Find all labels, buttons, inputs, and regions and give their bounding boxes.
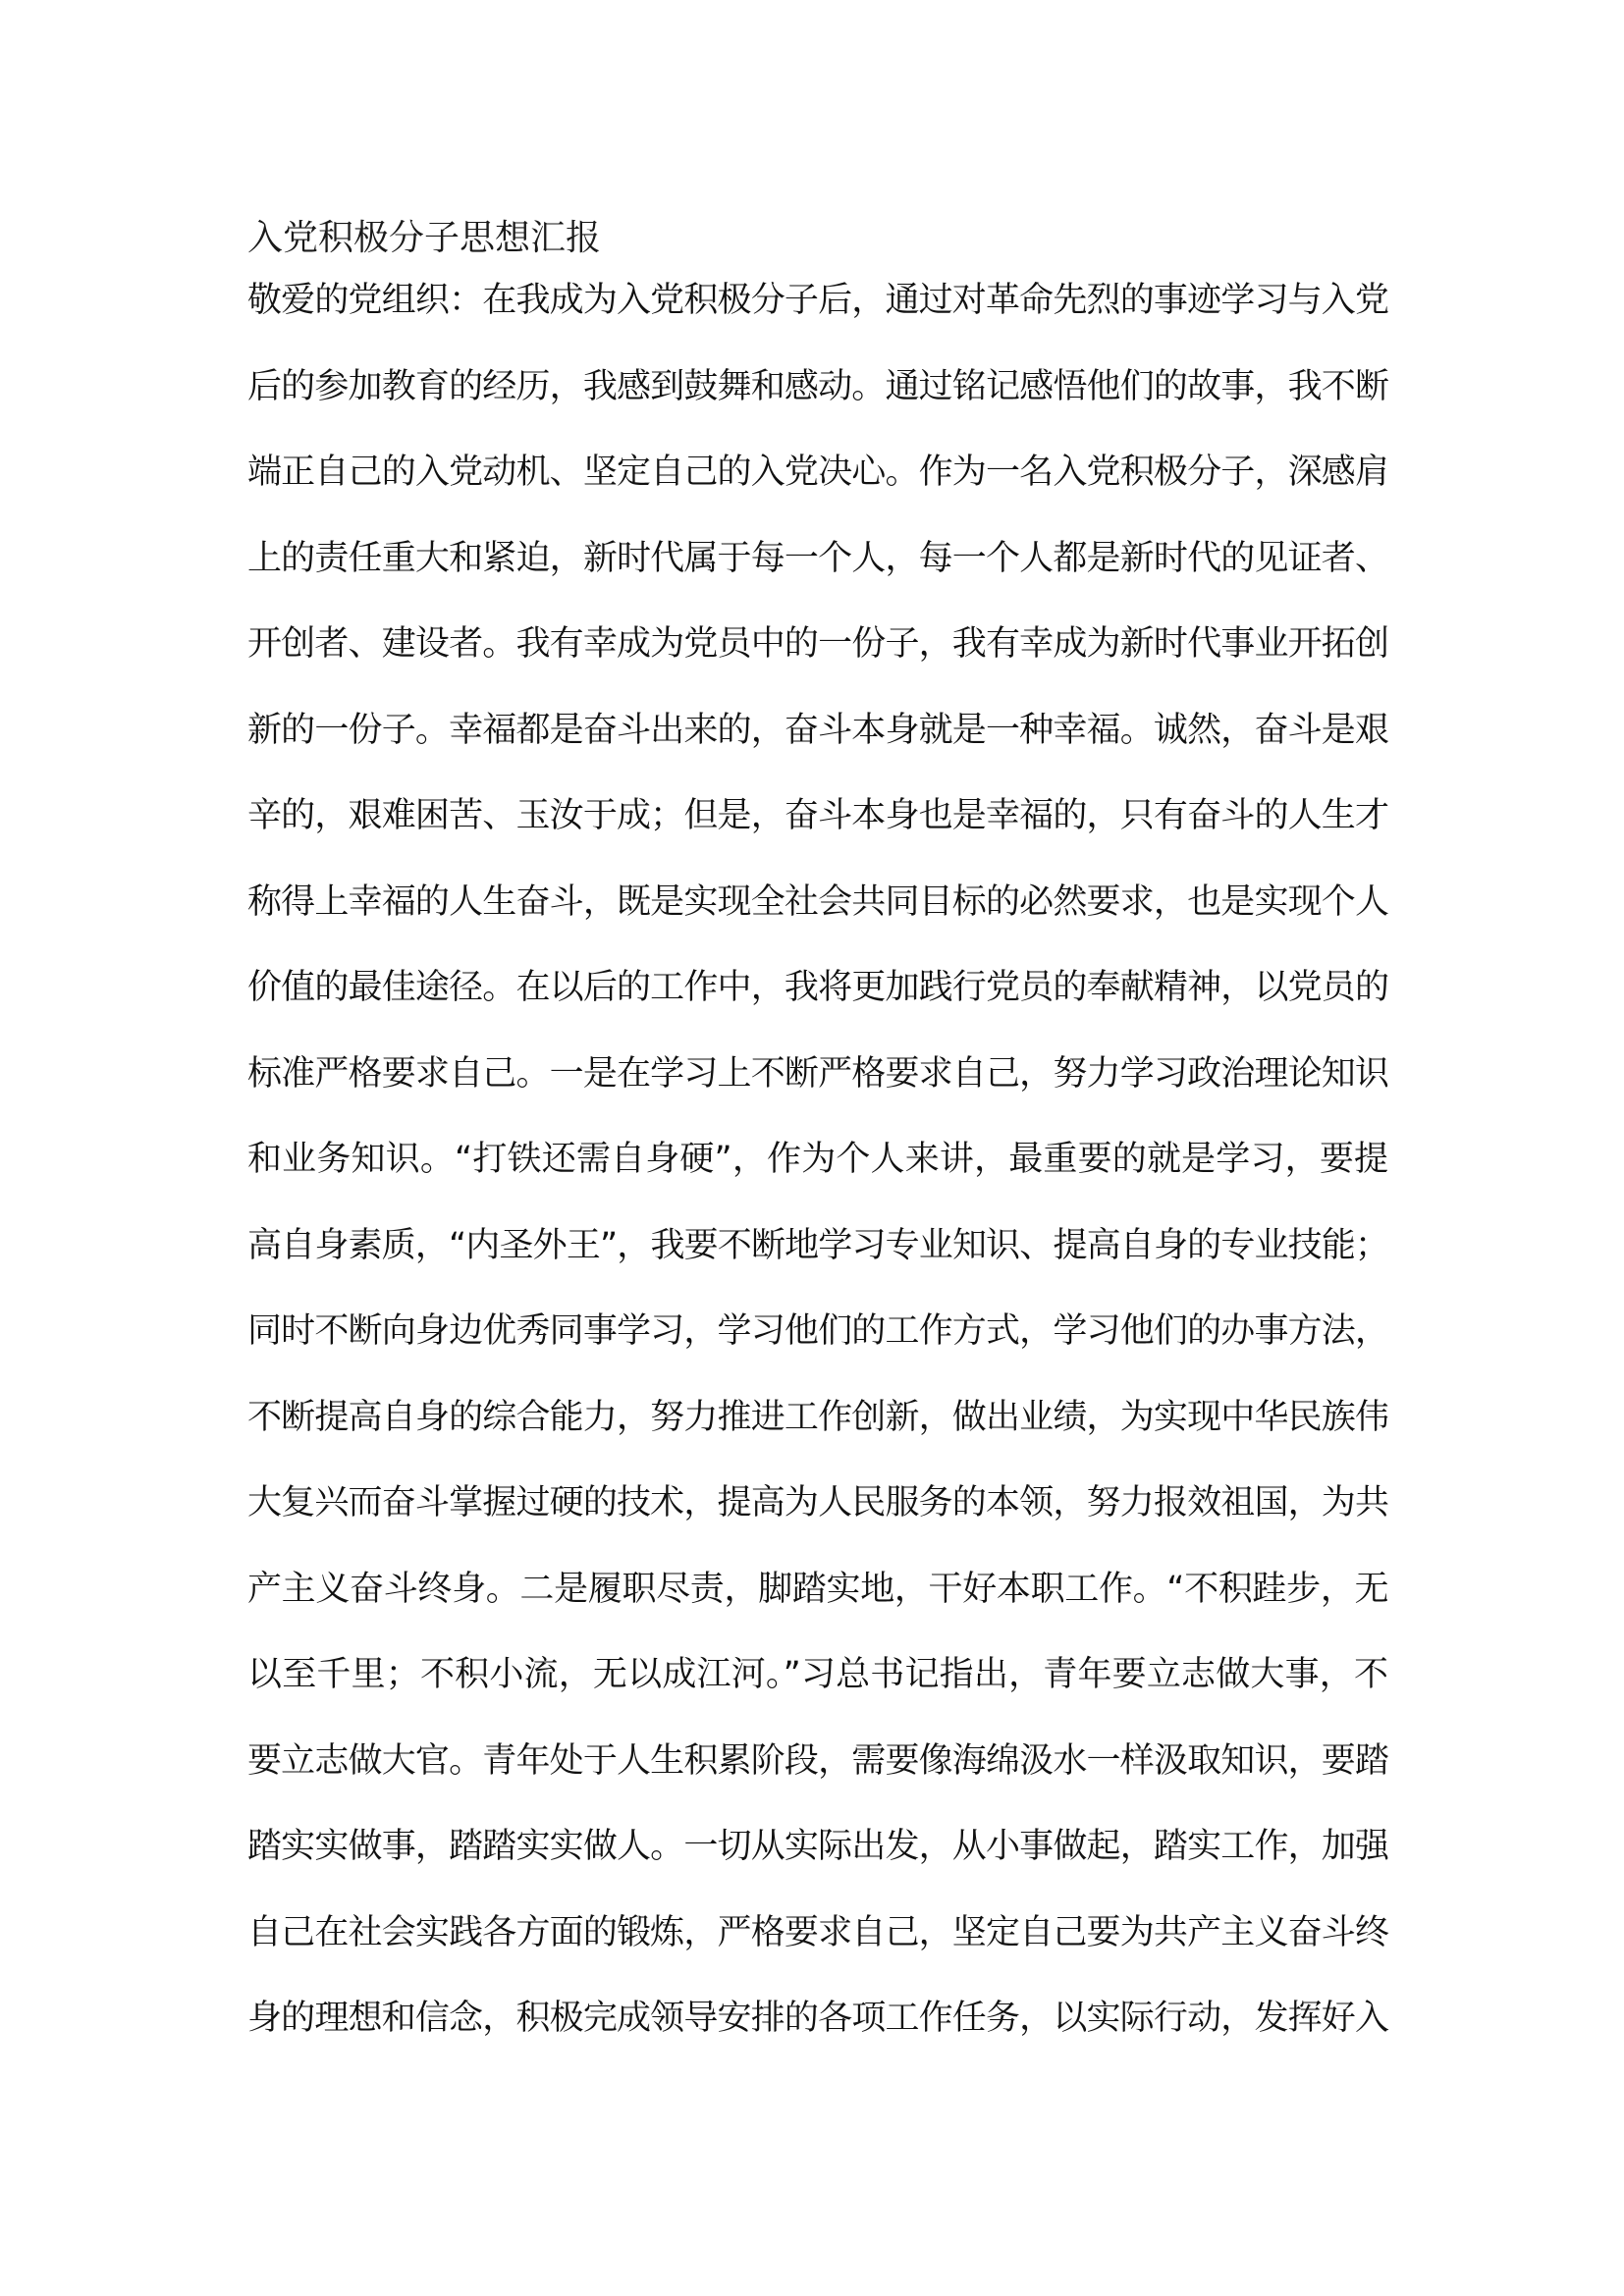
body-line: 产主义奋斗终身。二是履职尽责，脚踏实地，干好本职工作。“不积跬步，无 (247, 1569, 1388, 1609)
body-line: 不断提高自身的综合能力，努力推进工作创新，做出业绩，为实现中华民族伟 (247, 1397, 1388, 1437)
body-line: 新的一份子。幸福都是奋斗出来的，奋斗本身就是一种幸福。诚然，奋斗是艰 (247, 710, 1388, 750)
body-line: 价值的最佳途径。在以后的工作中，我将更加践行党员的奉献精神，以党员的 (247, 968, 1388, 1007)
body-line: 同时不断向身边优秀同事学习，学习他们的工作方式，学习他们的办事方法， (247, 1311, 1388, 1351)
body-line: 开创者、建设者。我有幸成为党员中的一份子，我有幸成为新时代事业开拓创 (247, 624, 1388, 664)
body-line: 端正自己的入党动机、坚定自己的入党决心。作为一名入党积极分子，深感肩 (247, 453, 1388, 492)
body-line: 身的理想和信念，积极完成领导安排的各项工作任务，以实际行动，发挥好入 (247, 1999, 1388, 2038)
body-line: 和业务知识。“打铁还需自身硬”，作为个人来讲，最重要的就是学习，要提 (247, 1140, 1388, 1179)
document-body (247, 268, 1388, 2072)
body-line: 以至千里；不积小流，无以成江河。”习总书记指出，青年要立志做大事，不 (247, 1655, 1388, 1694)
body-line: 后的参加教育的经历，我感到鼓舞和感动。通过铭记感悟他们的故事，我不断 (247, 366, 1388, 406)
body-line: 大复兴而奋斗掌握过硬的技术，提高为人民服务的本领，努力报效祖国，为共 (247, 1483, 1388, 1522)
body-line: 辛的，艰难困苦、玉汝于成；但是，奋斗本身也是幸福的，只有奋斗的人生才 (247, 796, 1388, 835)
body-line: 敬爱的党组织：在我成为入党积极分子后，通过对革命先烈的事迹学习与入党 (247, 281, 1388, 320)
body-line: 自己在社会实践各方面的锻炼，严格要求自己，坚定自己要为共产主义奋斗终 (247, 1912, 1388, 1952)
body-line: 上的责任重大和紧迫，新时代属于每一个人，每一个人都是新时代的见证者、 (247, 538, 1388, 578)
body-line: 踏实实做事，踏踏实实做人。一切从实际出发，从小事做起，踏实工作，加强 (247, 1827, 1388, 1866)
document-title: 入党积极分子思想汇报 (247, 218, 602, 258)
body-line: 标准严格要求自己。一是在学习上不断严格要求自己，努力学习政治理论知识 (247, 1053, 1388, 1094)
body-line: 高自身素质，“内圣外王”，我要不断地学习专业知识、提高自身的专业技能； (247, 1225, 1388, 1265)
body-line: 要立志做大官。青年处于人生积累阶段，需要像海绵汲水一样汲取知识，要踏 (247, 1740, 1388, 1781)
body-line: 称得上幸福的人生奋斗，既是实现全社会共同目标的必然要求，也是实现个人 (247, 881, 1388, 922)
